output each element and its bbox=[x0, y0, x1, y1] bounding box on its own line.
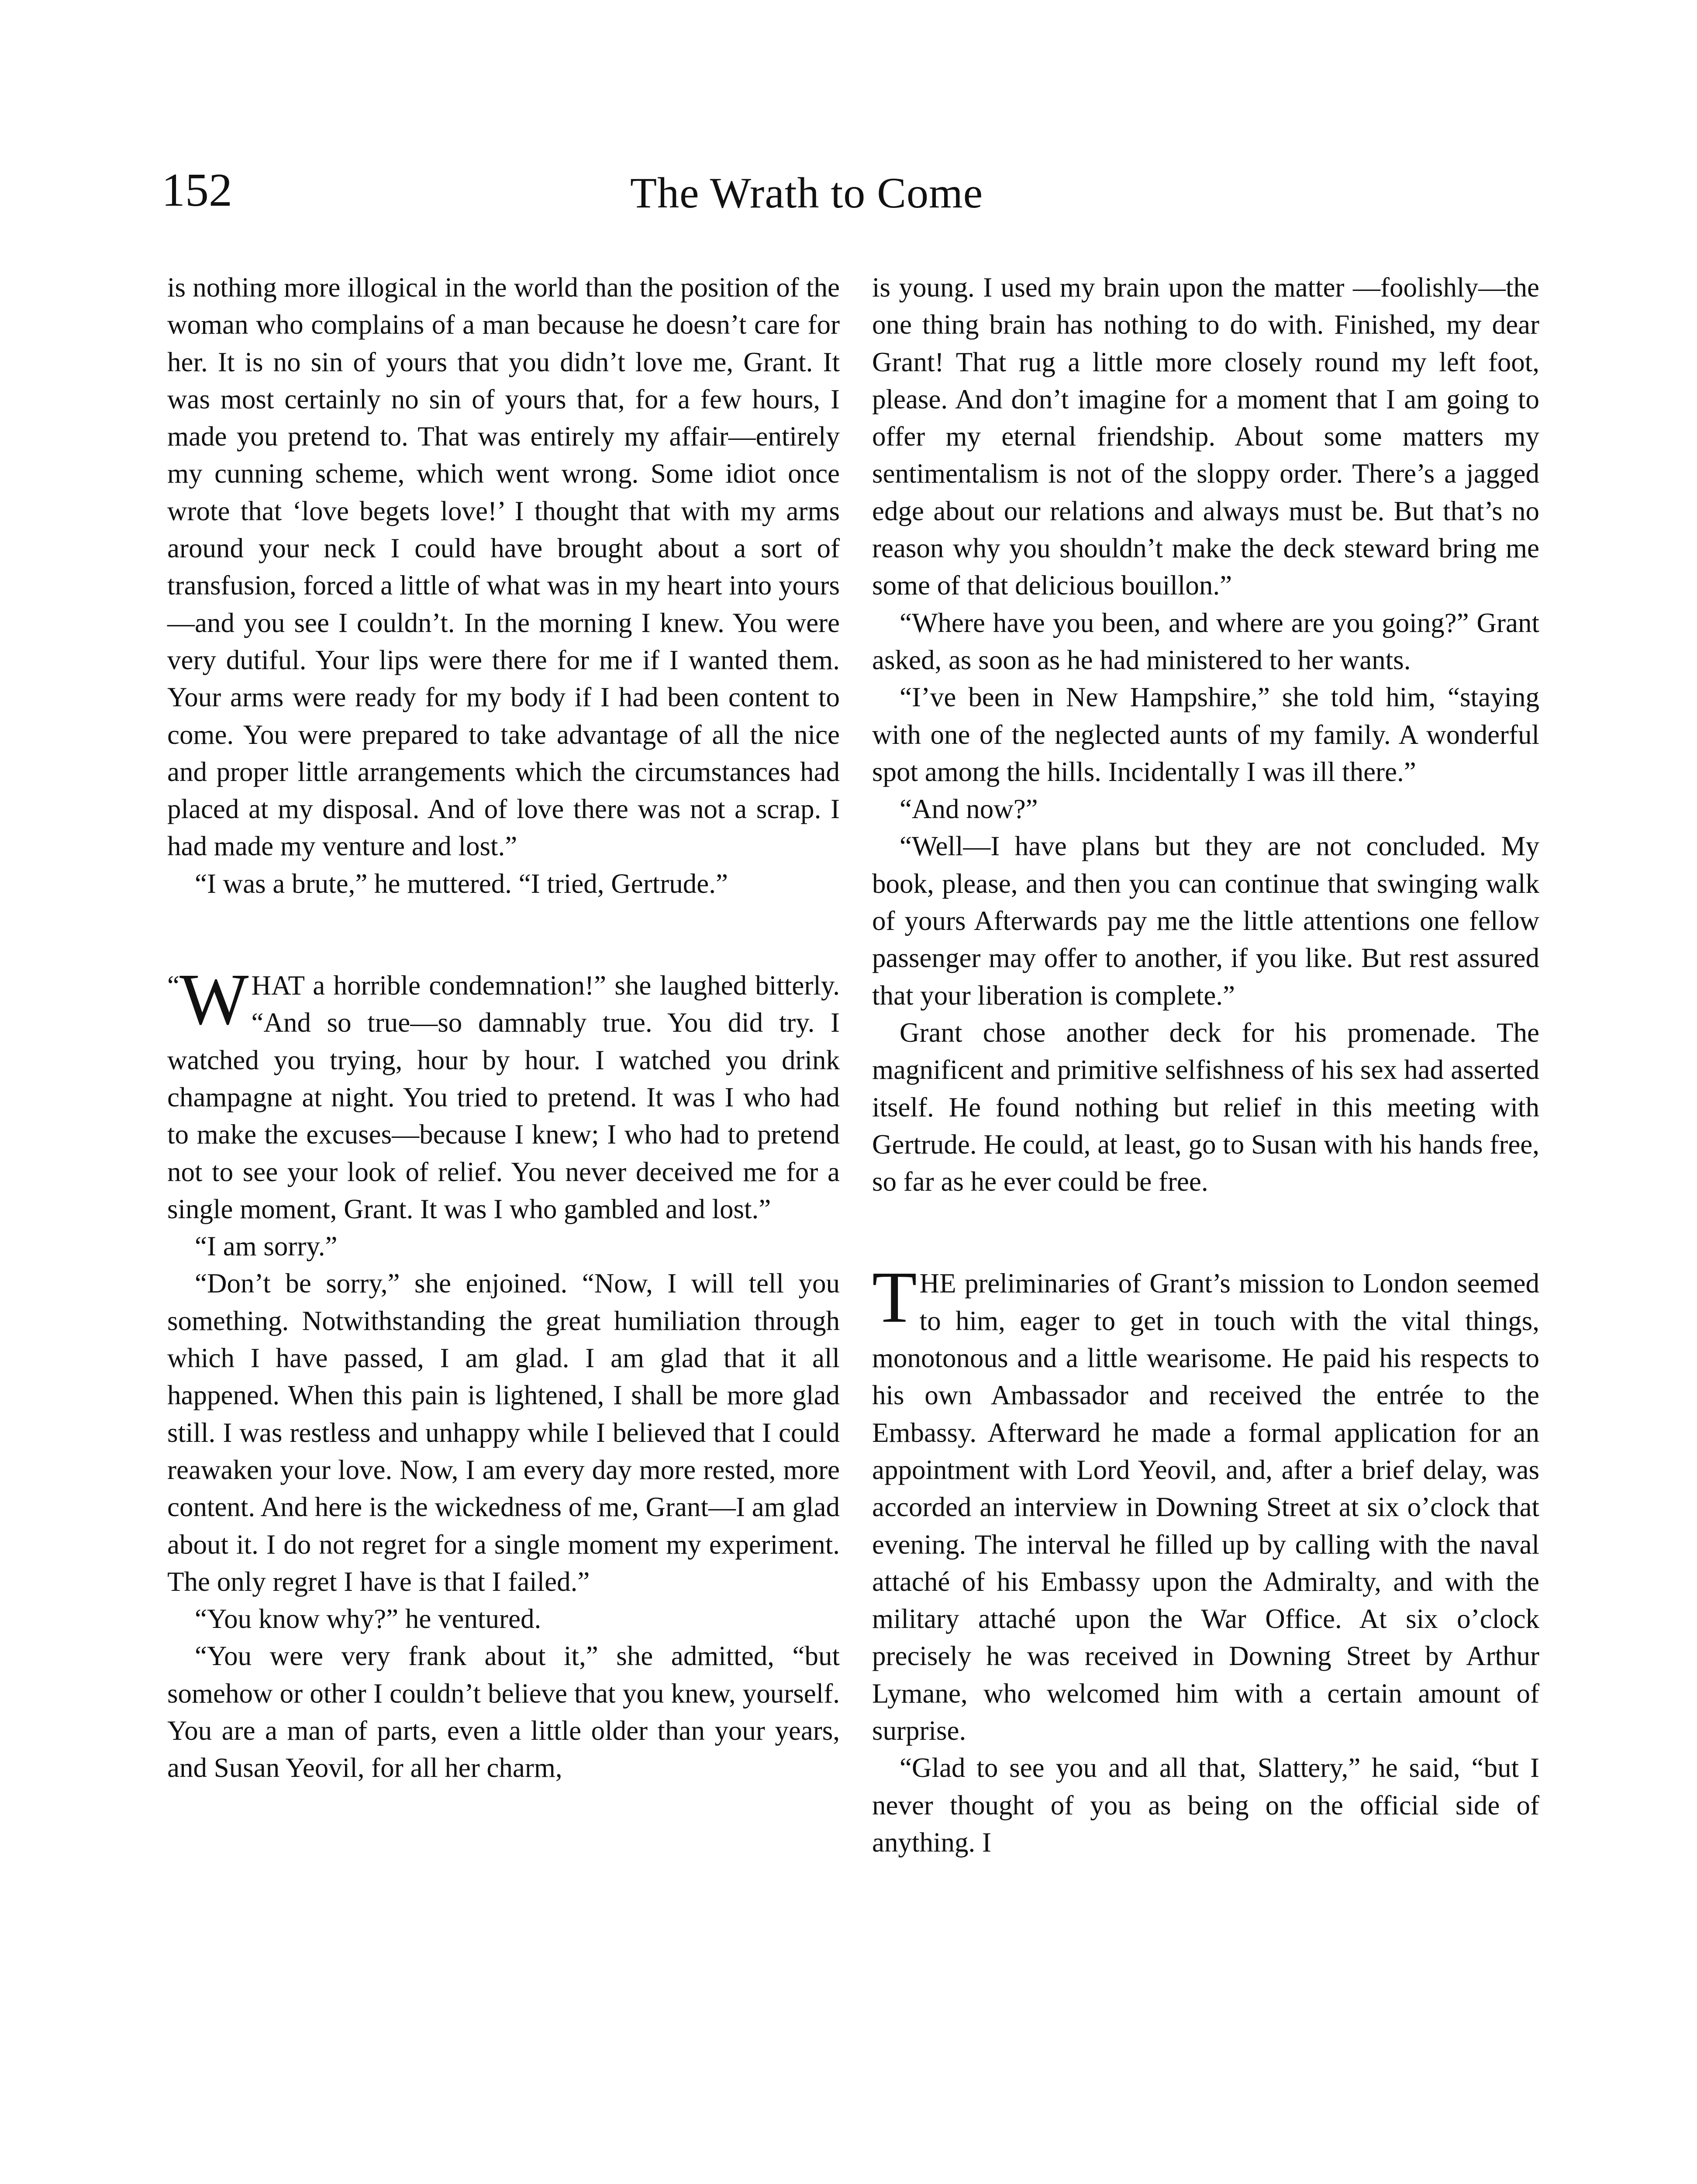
opening-quote-mark: “ bbox=[167, 970, 179, 1001]
paragraph-text: HE preliminaries of Grant’s mission to London seemed to him, eager to get in touch with the vital things, monotonous and a little wearisome. He paid his respects to his own Ambassador and received the entrée to the Embassy. Afterward he made a formal application for an appointment with Lord Yeovil, and, after a brief delay, was accorded an interview in Downing Street at six o’clock that evening. The interval he filled up by calling with the naval attaché of his Embassy upon the Admiralty, and with the military attaché upon the War Office. At six o’clock precisely he was received in Downing Street by Arthur Lymane, who welcomed him with a certain amount of surprise. bbox=[872, 1268, 1539, 1746]
page-number: 152 bbox=[162, 164, 232, 216]
section-break bbox=[872, 1200, 1539, 1265]
paragraph: “I am sorry.” bbox=[195, 1231, 338, 1262]
paragraph: “Don’t be sorry,” she enjoined. “Now, I will tell you something. Notwithstanding the great humiliation through which I have passed, I am glad. I am glad that it all happened. When this pain is lightened, I shall be more glad still. I was restless and unhappy while I believed that I could reawaken your love. Now, I am every day more rested, more content. And here is the wickedness of me, Grant—I am glad about it. I do not regret for a single moment my experiment. The only regret I have is that I failed.” bbox=[167, 1268, 840, 1597]
paragraph-with-drop-cap bbox=[167, 959, 840, 1228]
paragraph: is nothing more illogical in the world than the position of the woman who complains of a man because he doesn’t care for her. It is no sin of yours that you didn’t love me, Grant. It was most certainly no sin of yours that, for a few hours, I made you pretend to. That was entirely my affair—entirely my cunning scheme, which went wrong. Some idiot once wrote that ‘love begets love!’ I thought that with my arms around your neck I could have brought about a sort of transfusion, forced a little of what was in my heart into yours—and you see I couldn’t. In the morning I knew. You were very dutiful. Your lips were there for me if I wanted them. Your arms were ready for my body if I had been content to come. You were prepared to take advantage of all the nice and proper little arrangements which the circumstances had placed at my disposal. And of love there was not a scrap. I had made my venture and lost.” bbox=[167, 272, 840, 862]
section-break bbox=[167, 902, 840, 967]
left-column bbox=[167, 269, 840, 1787]
paragraph: “Glad to see you and all that, Slattery,” he said, “but I never thought of you as being on the official side of anything. I bbox=[872, 1752, 1539, 1858]
paragraph: “I was a brute,” he muttered. “I tried, Gertrude.” bbox=[195, 868, 728, 899]
right-column bbox=[872, 269, 1539, 1861]
paragraph-with-drop-cap bbox=[872, 1257, 1539, 1749]
paragraph: “You were very frank about it,” she admitted, “but somehow or other I couldn’t believe that you knew, yourself. You are a man of parts, even a little older than your years, and Susan Yeovil, for all her charm, bbox=[167, 1641, 840, 1783]
drop-cap-letter: T bbox=[872, 1257, 917, 1338]
paragraph-text: HAT a horrible condemnation!” she laughed bitterly. “And so true—so damnably true. You did try. I watched you trying, hour by hour. I watched you drink champagne at night. You tried to pretend. It was I who had to make the excuses—because I knew; I who had to pretend not to see your look of relief. You never deceived me for a single moment, Grant. It was I who gambled and lost.” bbox=[167, 970, 840, 1224]
paragraph: is young. I used my brain upon the matter —foolishly—the one thing brain has nothing to do with. Finished, my dear Grant! That rug a little more closely round my left foot, please. And don’t imagine for a moment that I am going to offer my eternal friendship. About some matters my sentimentalism is not of the sloppy order. There’s a jagged edge about our relations and always must be. But that’s no reason why you shouldn’t make the deck steward bring me some of that delicious bouillon.” bbox=[872, 272, 1539, 601]
paragraph: “I’ve been in New Hampshire,” she told him, “staying with one of the neglected aunts of my family. A wonderful spot among the hills. Incidentally I was ill there.” bbox=[872, 682, 1539, 787]
running-head-title: The Wrath to Come bbox=[630, 169, 983, 217]
paragraph: “Well—I have plans but they are not concluded. My book, please, and then you can continue that swinging walk of yours Afterwards pay me the little attentions one fellow passenger may offer to another, if you like. But rest assured that your liberation is complete.” bbox=[872, 831, 1539, 1011]
paragraph: Grant chose another deck for his promenade. The magnificent and primitive selfishness of his sex had asserted itself. He found nothing but relief in this meeting with Gertrude. He could, at least, go to Susan with his hands free, so far as he ever could be free. bbox=[872, 1017, 1539, 1197]
drop-cap-letter: W bbox=[179, 959, 249, 1040]
paragraph: “You know why?” he ventured. bbox=[195, 1603, 542, 1635]
paragraph: “And now?” bbox=[900, 794, 1038, 825]
paragraph: “Where have you been, and where are you going?” Grant asked, as soon as he had ministered to her wants. bbox=[872, 607, 1539, 675]
